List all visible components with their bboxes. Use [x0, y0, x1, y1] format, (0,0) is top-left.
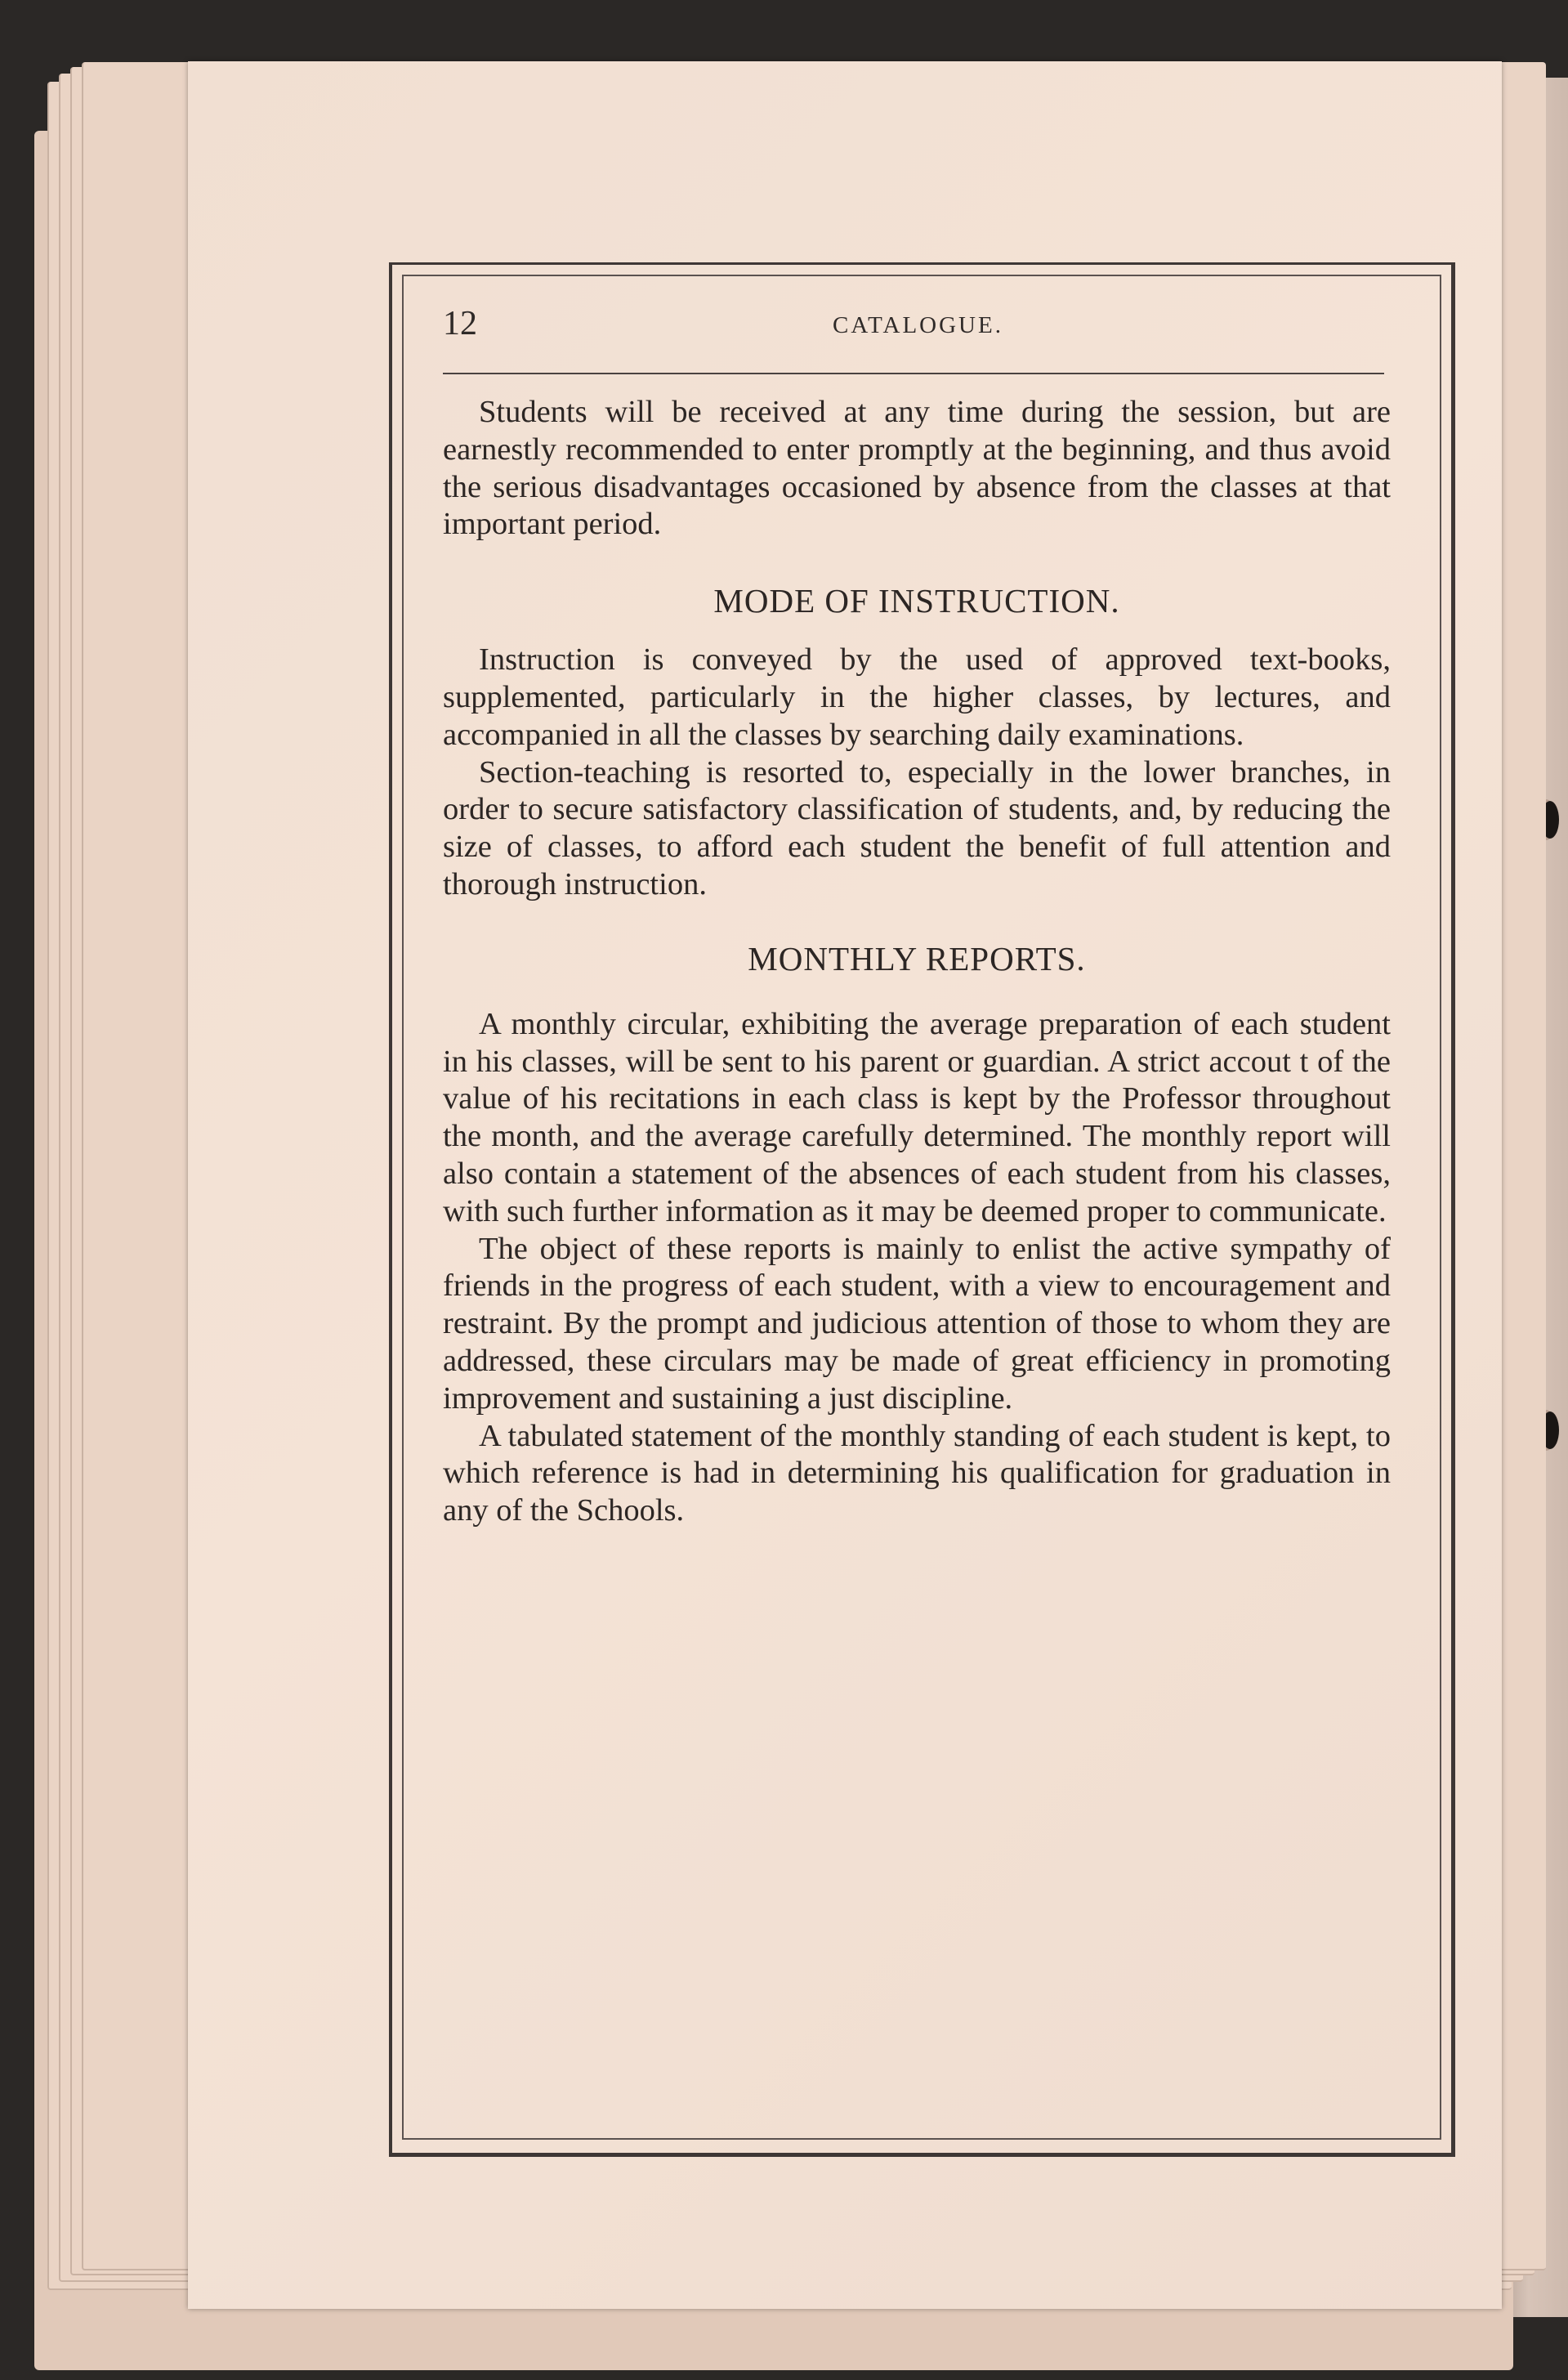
paragraph: A tabulated statement of the monthly standing of each student is kept, to which reference is had in determining his qualification for graduation in any of the Schools.: [443, 1418, 1391, 1528]
page-header: [443, 302, 1393, 345]
body-text: [443, 394, 1391, 1530]
paragraph: Instruction is conveyed by the used of approved text-books, supplemented, particularly in the higher classes, by lectures, and accompanied in all the classes by searching daily examinations.: [443, 642, 1391, 752]
header-rule: [443, 373, 1384, 374]
paragraph: A monthly circular, exhibiting the average preparation of each student in his classes, will be sent to his parent or guardian. A strict accout t of the value of his recitations in each class is kept by the Professor throughout the month, and the average carefully determined. The monthly report will also contain a statement of the absences of each student from his classes, with such further information as it may be deemed proper to communicate.: [443, 1006, 1391, 1228]
paragraph: The object of these reports is mainly to enlist the active sympathy of friends in the progress of each student, with a view to encouragement and restraint. By the prompt and judicious attention of those to whom they are addressed, these circulars may be made of great efficiency in promoting improvement and sustaining a just discipline.: [443, 1231, 1391, 1416]
intro-paragraph: Students will be received at any time during the session, but are earnestly recommended to enter promptly at the beginning, and thus avoid the serious disadvantages occasioned by absence from the classes at that important period.: [443, 395, 1391, 542]
section-heading-mode-of-instruction: MODE OF INSTRUCTION.: [713, 582, 1120, 620]
section-heading-monthly-reports: MONTHLY REPORTS.: [748, 939, 1086, 978]
paragraph: Section-teaching is resorted to, especially in the lower branches, in order to secure satisfactory classification of students, and, by reducing the size of classes, to afford each student the benefit of full attention and thorough instruction.: [443, 754, 1391, 901]
page-number: 12: [443, 305, 477, 342]
running-head: CATALOGUE.: [833, 312, 1003, 338]
